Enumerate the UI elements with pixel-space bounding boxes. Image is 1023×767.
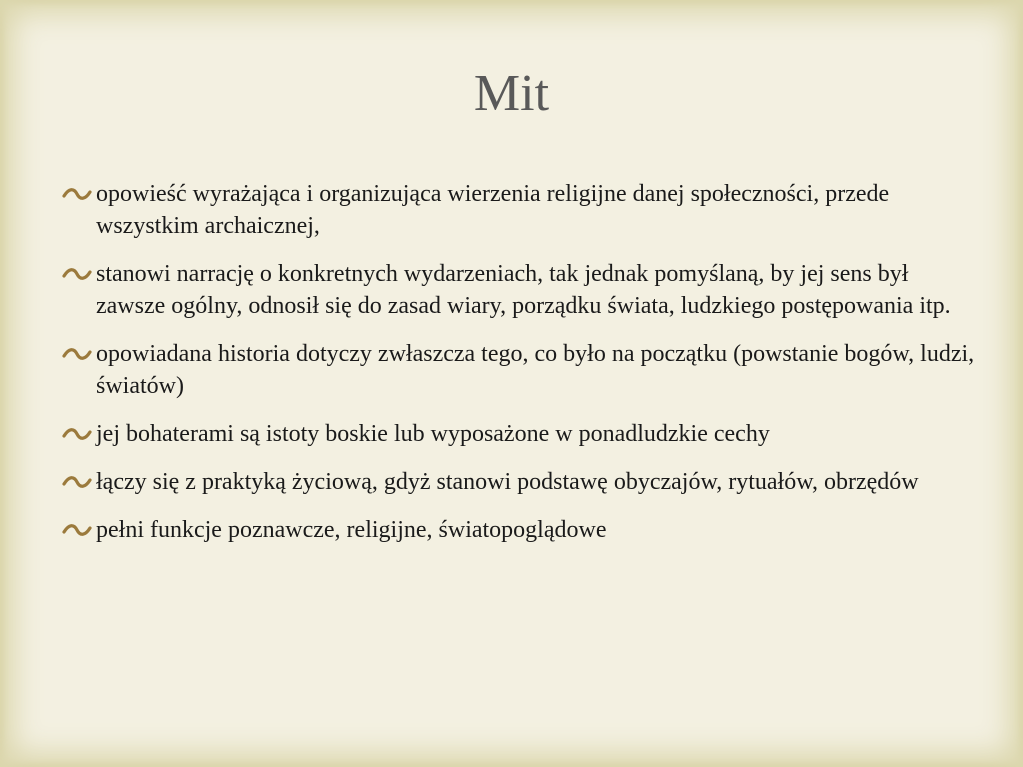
bullet-text: opowiadana historia dotyczy zwłaszcza tego, co było na początku (powstanie bogów, ludzi, światów) [96, 341, 975, 399]
bullet-text: stanowi narrację o konkretnych wydarzeniach, tak jednak pomyślaną, by jej sens był zawsze ogólny, odnosił się do zasad wiary, porządku świata, ludzkiego postępowania itp. [96, 261, 951, 319]
wave-bullet-icon [62, 347, 92, 361]
wave-bullet-icon [62, 267, 92, 281]
bullet-text: opowieść wyrażająca i organizująca wierzenia religijne danej społeczności, przede wszystkim archaicznej, [96, 181, 890, 239]
bullet-item [62, 418, 982, 450]
bullet-text: pełni funkcje poznawcze, religijne, światopoglądowe [96, 517, 607, 543]
wave-bullet-icon [62, 523, 92, 537]
bullet-item [62, 514, 982, 546]
bullet-text: łączy się z praktyką życiową, gdyż stanowi podstawę obyczajów, rytuałów, obrzędów [96, 469, 919, 495]
wave-bullet-icon [62, 475, 92, 489]
bullet-item [62, 178, 982, 242]
wave-bullet-icon [62, 427, 92, 441]
bullet-list [62, 178, 982, 562]
bullet-item [62, 466, 982, 498]
bullet-item [62, 338, 982, 402]
bullet-item [62, 258, 982, 322]
slide-title: Mit [473, 65, 550, 122]
bullet-text: jej bohaterami są istoty boskie lub wyposażone w ponadludzkie cechy [96, 421, 770, 447]
wave-bullet-icon [62, 187, 92, 201]
